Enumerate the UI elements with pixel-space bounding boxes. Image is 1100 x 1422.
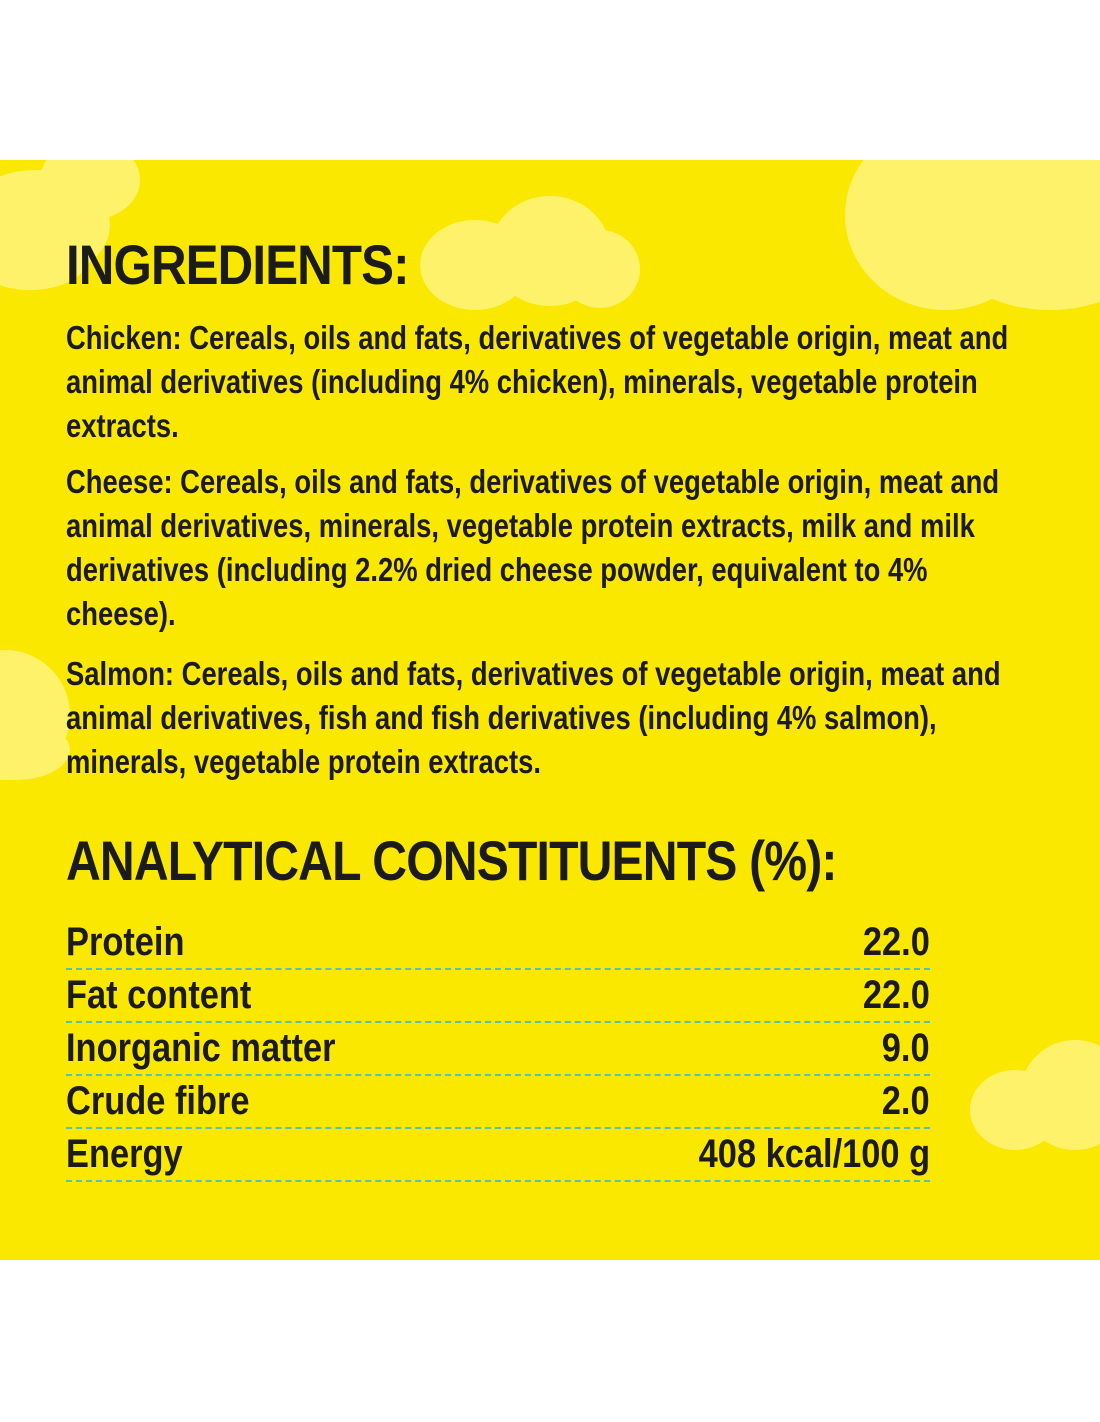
- constituent-label: Crude fibre: [66, 1079, 250, 1123]
- product-info-panel: [0, 160, 1100, 1260]
- table-row: [66, 1130, 930, 1182]
- constituent-label: Fat content: [66, 973, 252, 1017]
- constituent-value: 22.0: [863, 920, 930, 964]
- cloud-shape: [560, 230, 640, 308]
- constituent-label: Energy: [66, 1132, 183, 1176]
- constituent-value: 2.0: [882, 1079, 930, 1123]
- salmon-ingredients: Salmon: Cereals, oils and fats, derivatives of vegetable origin, meat and animal derivatives, fish and fish derivatives (including 4% salmon), minerals, vegetable protein extracts.: [66, 655, 1001, 780]
- constituent-label: Inorganic matter: [66, 1026, 336, 1070]
- constituent-value: 408 kcal/100 g: [698, 1132, 930, 1176]
- ingredients-heading: INGREDIENTS:: [66, 233, 409, 296]
- table-row: [66, 971, 930, 1023]
- table-row: [66, 918, 930, 970]
- table-row: [66, 1024, 930, 1076]
- analytical-constituents-table: [66, 918, 930, 1183]
- constituent-value: 22.0: [863, 973, 930, 1017]
- chicken-ingredients: Chicken: Cereals, oils and fats, derivatives of vegetable origin, meat and animal derivatives (including 4% chicken), minerals, vegetable protein extracts.: [66, 319, 1009, 444]
- cheese-ingredients: Cheese: Cereals, oils and fats, derivatives of vegetable origin, meat and animal derivatives, minerals, vegetable protein extracts, milk and milk derivatives (including 2.2% dried cheese powder, equivalent to 4% cheese).: [66, 463, 1000, 632]
- table-row: [66, 1077, 930, 1129]
- analytical-constituents-heading: ANALYTICAL CONSTITUENTS (%):: [66, 829, 837, 892]
- constituent-label: Protein: [66, 920, 185, 964]
- constituent-value: 9.0: [882, 1026, 930, 1070]
